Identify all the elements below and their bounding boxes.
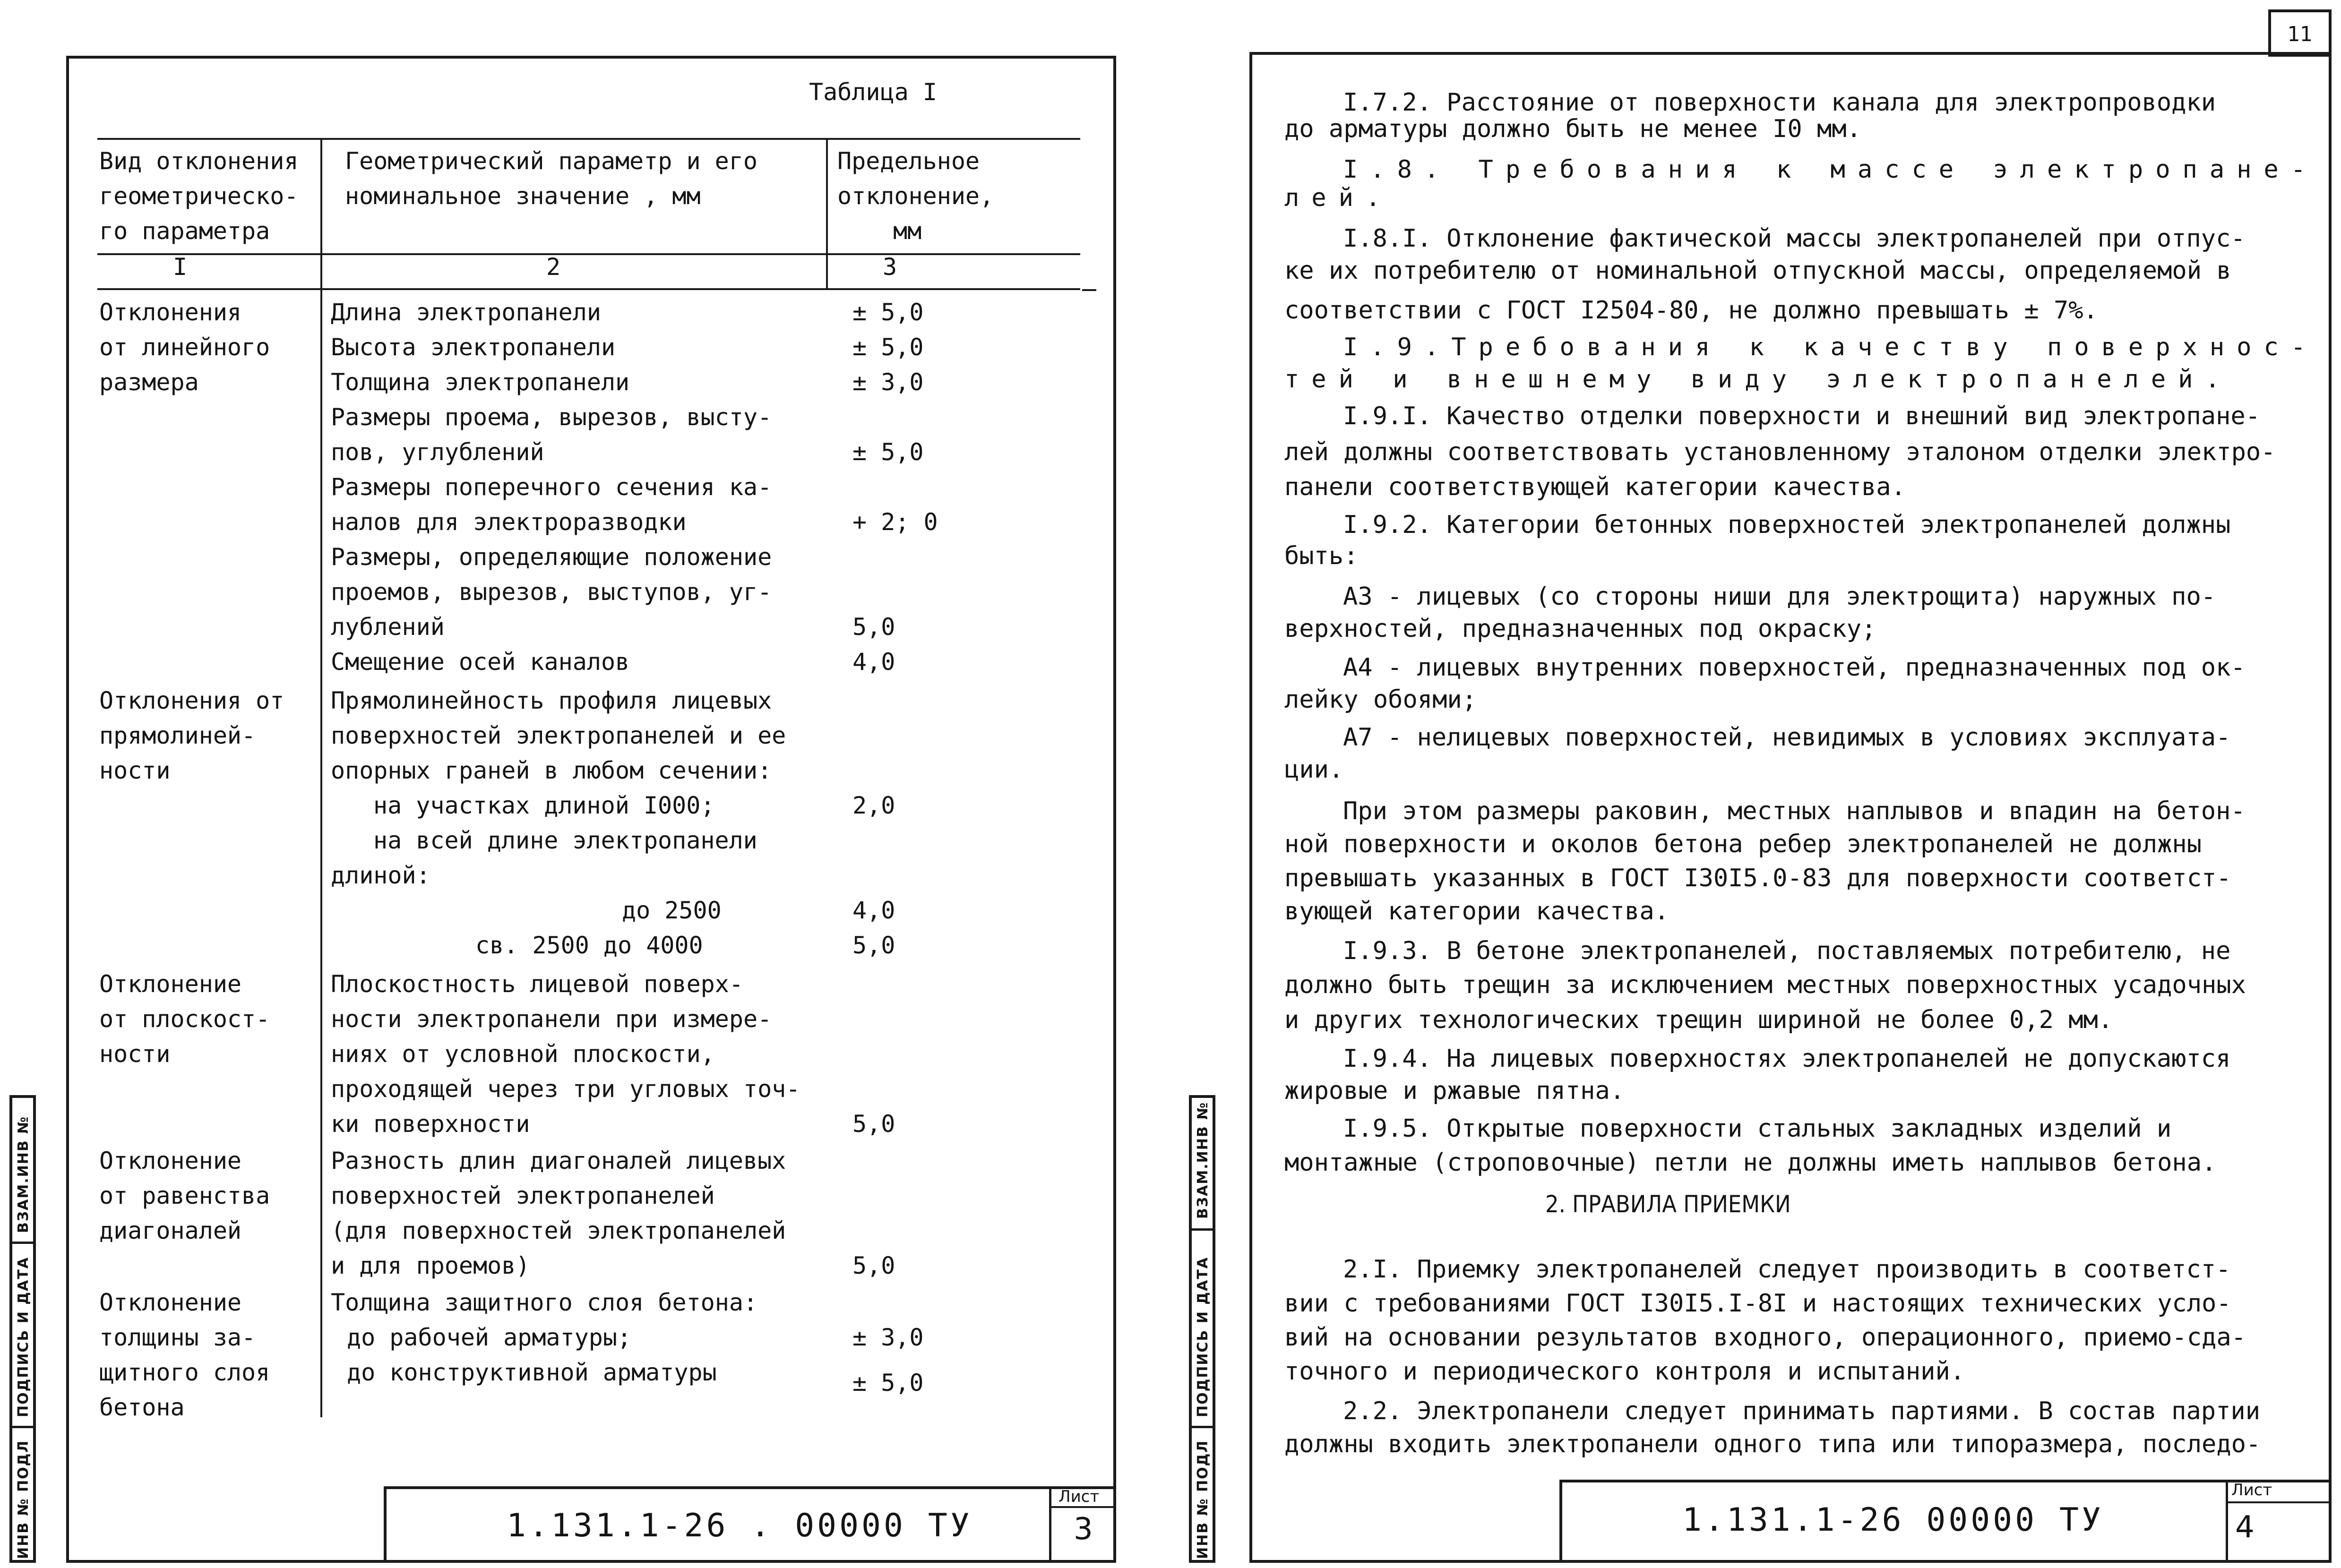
section-heading: I.9.Требования к качеству поверхнос- <box>1343 333 2318 361</box>
body-line: жировые и ржавые пятна. <box>1284 1077 1625 1105</box>
body-line: А4 - лицевых внутренних поверхностей, предназначенных под ок- <box>1343 653 2246 682</box>
body-line: должно быть трещин за исключением местных поверхностных усадочных <box>1284 971 2246 999</box>
header-col1-line1: Вид отклонения <box>99 147 299 175</box>
tolerance-value: ± 3,0 <box>852 1324 924 1351</box>
body-line: монтажные (строповочные) петли не должны иметь наплывов бетона. <box>1284 1148 2217 1177</box>
body-line: вующей категории качества. <box>1284 897 1669 925</box>
deviation-type: Отклонение <box>99 1147 242 1174</box>
body-line: и других технологических трещин шириной не более 0,2 мм. <box>1284 1006 2113 1034</box>
left-side-label-3: ИНВ № ПОДЛ <box>15 1439 32 1559</box>
body-line: соответствии с ГОСТ I2504-80, не должно превышать ± 7%. <box>1284 296 2098 325</box>
header-col2-line2: номинальное значение , мм <box>345 182 701 210</box>
tolerance-value: ± 3,0 <box>852 368 924 396</box>
parameter-text: до 2500 <box>622 897 722 924</box>
parameter-text: поверхностей электропанелей <box>331 1182 715 1209</box>
left-side-label-2: ПОДПИСЬ И ДАТА <box>15 1256 32 1417</box>
deviation-type: размера <box>99 368 199 396</box>
body-line: 2.2. Электропанели следует принимать партиями. В состав партии <box>1343 1397 2261 1425</box>
body-line: I.8.I. Отклонение фактической массы электропанелей при отпус- <box>1343 224 2246 253</box>
deviation-type: бетона <box>99 1394 185 1421</box>
parameter-text: Размеры, определяющие положение <box>331 543 772 571</box>
right-sheet-label: Лист <box>2231 1481 2272 1499</box>
body-line: лейку обоями; <box>1284 685 1477 714</box>
header-col3-line1: Предельное <box>837 147 980 175</box>
table-title: Таблица I <box>809 78 937 106</box>
tolerance-value: 4,0 <box>852 897 895 924</box>
left-sheet-number: 3 <box>1074 1512 1093 1547</box>
deviation-type: диагоналей <box>99 1217 242 1244</box>
deviation-type: Отклонение <box>99 1289 242 1316</box>
header-col1-line3: го параметра <box>99 217 270 245</box>
parameter-text: Длина электропанели <box>331 299 601 326</box>
section-heading: лей. <box>1284 184 1393 212</box>
tolerance-value: ± 5,0 <box>852 299 924 326</box>
body-line: быть: <box>1284 542 1359 570</box>
body-line: панели соответствующей категории качества. <box>1284 473 1906 501</box>
body-line: I.9.4. На лицевых поверхностях электропанелей не допускаются <box>1343 1045 2231 1073</box>
body-line: ции. <box>1284 755 1344 784</box>
tolerance-value: 2,0 <box>852 792 895 819</box>
deviation-type: толщины за- <box>99 1324 256 1351</box>
header-col1-line2: геометрическо- <box>99 182 299 210</box>
body-line: точного и периодического контроля и испытаний. <box>1284 1357 1965 1386</box>
section-heading: тей и внешнему виду электропанелей. <box>1284 365 2232 394</box>
parameter-text: налов для электроразводки <box>331 508 687 536</box>
parameter-text: длиной: <box>331 862 430 889</box>
column-number-2: 2 <box>546 253 561 281</box>
header-col2-line1: Геометрический параметр и его <box>345 147 757 175</box>
right-sheet-number: 4 <box>2235 1510 2255 1545</box>
parameter-text: опорных граней в любом сечении: <box>331 757 772 784</box>
body-line: I.9.2. Категории бетонных поверхностей электропанелей должны <box>1343 511 2231 539</box>
deviation-type: ности <box>99 1040 171 1068</box>
body-line: I.9.3. В бетоне электропанелей, поставляемых потребителю, не <box>1343 937 2231 965</box>
right-side-label-1: ВЗАМ.ИНВ № <box>1195 1101 1211 1219</box>
right-side-label-3: ИНВ № ПОДЛ <box>1195 1439 1211 1559</box>
parameter-text: на участках длиной I000; <box>373 792 715 819</box>
deviation-type: Отклонение <box>99 970 242 998</box>
deviation-type: Отклонения <box>99 299 242 326</box>
body-line: ной поверхности и околов бетона ребер электропанелей не должны <box>1284 830 2202 858</box>
parameter-text: до конструктивной арматуры <box>347 1359 717 1386</box>
tolerance-value: 4,0 <box>852 648 895 676</box>
tolerance-value: ± 5,0 <box>852 438 924 466</box>
body-line: I.9.5. Открытые поверхности стальных закладных изделий и <box>1343 1114 2172 1143</box>
body-line: ке их потребителю от номинальной отпускной массы, определяемой в <box>1284 257 2231 285</box>
deviation-type: ности <box>99 757 171 784</box>
body-line: верхностей, предназначенных под окраску; <box>1284 615 1876 643</box>
body-line: вий на основании результатов входного, операционного, приемо-сда- <box>1284 1323 2246 1352</box>
parameter-text: проходящей через три угловых точ- <box>331 1075 800 1103</box>
parameter-text: до рабочей арматуры; <box>347 1324 632 1351</box>
deviation-type: от линейного <box>99 334 270 361</box>
column-number-3: 3 <box>883 253 897 281</box>
parameter-text: Плоскостность лицевой поверх- <box>331 970 743 998</box>
parameter-text: Размеры проема, вырезов, высту- <box>331 403 772 431</box>
header-col3-line2: отклонение, <box>837 182 994 210</box>
tolerance-value: 5,0 <box>852 932 895 959</box>
deviation-type: от плоскост- <box>99 1005 270 1033</box>
header-col3-line3: мм <box>893 217 922 245</box>
body-line: превышать указанных в ГОСТ I30I5.0-83 для поверхности соответст- <box>1284 864 2231 892</box>
parameter-text: (для поверхностей электропанелей <box>331 1217 786 1244</box>
parameter-text: и для проемов) <box>331 1252 530 1279</box>
tolerance-value: 5,0 <box>852 1252 895 1279</box>
deviation-type: щитного слоя <box>99 1359 270 1386</box>
parameter-text: ности электропанели при измере- <box>331 1005 772 1033</box>
parameter-text: проемов, вырезов, выступов, уг- <box>331 578 772 606</box>
parameter-text: на всей длине электропанели <box>373 827 757 854</box>
section-heading: I.8. Требования к массе электропане- <box>1343 155 2318 184</box>
column-number-1: I <box>173 253 188 281</box>
body-line: I.7.2. Расстояние от поверхности канала для электропроводки <box>1343 88 2216 117</box>
parameter-text: св. 2500 до 4000 <box>475 932 703 959</box>
parameter-text: ки поверхности <box>331 1110 530 1138</box>
tolerance-value: ± 5,0 <box>852 1369 924 1397</box>
parameter-text: поверхностей электропанелей и ее <box>331 722 786 749</box>
right-document-code: 1.131.1-26 00000 ТУ <box>1682 1501 2104 1539</box>
body-line: А3 - лицевых (со стороны ниши для электрощита) наружных по- <box>1343 583 2216 611</box>
body-line: 2.I. Приемку электропанелей следует производить в соответст- <box>1343 1255 2231 1284</box>
parameter-text: лублений <box>331 613 445 641</box>
deviation-type: Отклонения от <box>99 687 284 714</box>
parameter-text: Толщина защитного слоя бетона: <box>331 1289 758 1316</box>
left-document-code: 1.131.1-26 . 00000 ТУ <box>507 1507 973 1544</box>
parameter-text: Размеры поперечного сечения ка- <box>331 473 772 501</box>
body-line: I.9.I. Качество отделки поверхности и внешний вид электропане- <box>1343 402 2261 430</box>
parameter-text: Толщина электропанели <box>331 368 630 396</box>
body-line: должны входить электропанели одного типа или типоразмера, последо- <box>1284 1430 2261 1458</box>
left-sheet-label: Лист <box>1059 1487 1100 1506</box>
tolerance-value: 5,0 <box>852 1110 895 1138</box>
body-line: вии с требованиями ГОСТ I30I5.I-8I и настоящих технических усло- <box>1284 1289 2231 1318</box>
parameter-text: Разность длин диагоналей лицевых <box>331 1147 786 1174</box>
right-side-label-2: ПОДПИСЬ И ДАТА <box>1195 1256 1211 1417</box>
parameter-text: Высота электропанели <box>331 334 616 361</box>
corner-number: 11 <box>2287 22 2312 46</box>
parameter-text: Прямолинейность профиля лицевых <box>331 687 772 714</box>
tolerance-value: ± 5,0 <box>852 334 924 361</box>
tolerance-value: 5,0 <box>852 613 895 641</box>
tolerance-value: + 2; 0 <box>852 508 938 536</box>
section-title: 2. ПРАВИЛА ПРИЕМКИ <box>1545 1191 1791 1218</box>
deviation-type: прямолиней- <box>99 722 256 749</box>
left-side-label-1: ВЗАМ.ИНВ № <box>15 1115 32 1233</box>
body-line: При этом размеры раковин, местных наплывов и впадин на бетон- <box>1343 797 2246 825</box>
parameter-text: ниях от условной плоскости, <box>331 1040 715 1068</box>
body-line: лей должны соответствовать установленному эталоном отделки электро- <box>1284 438 2276 466</box>
parameter-text: пов, углублений <box>331 438 544 466</box>
parameter-text: Смещение осей каналов <box>331 648 630 676</box>
body-line: до арматуры должно быть не менее I0 мм. <box>1284 115 1861 143</box>
body-line: А7 - нелицевых поверхностей, невидимых в условиях эксплуата- <box>1343 723 2231 752</box>
deviation-type: от равенства <box>99 1182 270 1209</box>
